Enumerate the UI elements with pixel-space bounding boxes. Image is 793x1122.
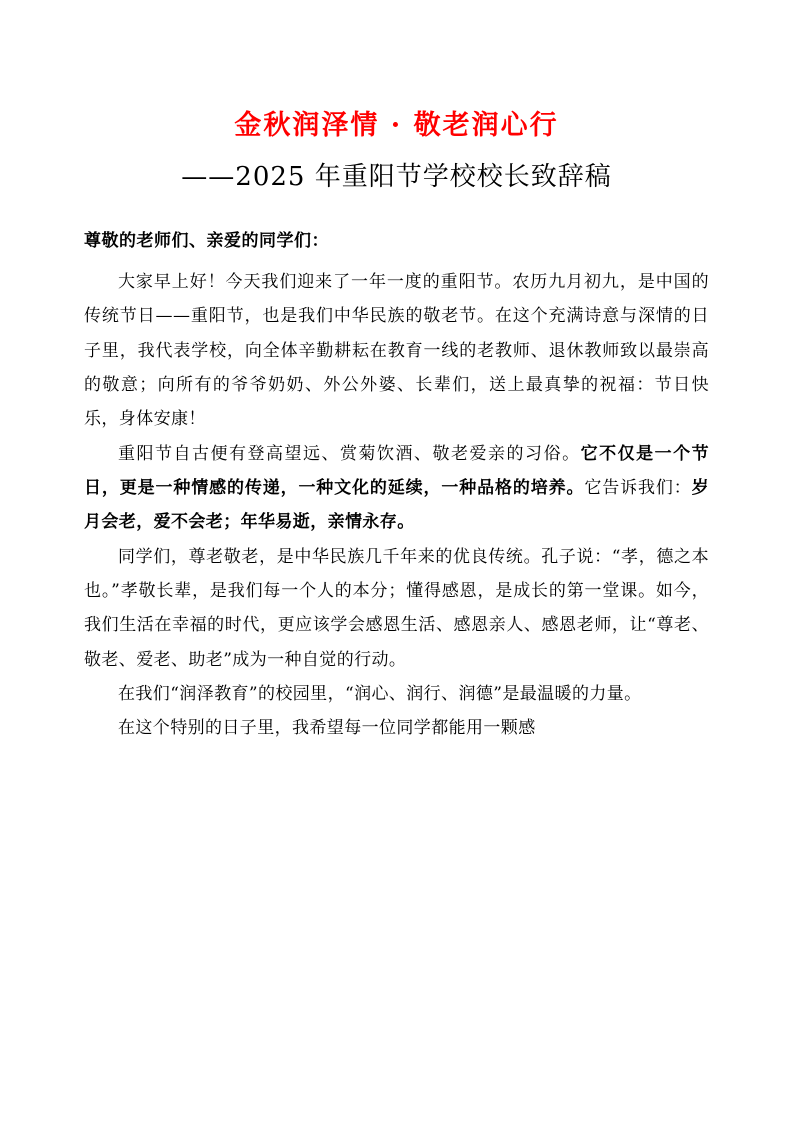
body-text: 它告诉我们： [584, 478, 692, 498]
document-title-subtitle: ——2025 年重阳节学校校长致辞稿 [181, 162, 612, 193]
emphasis-text: 它不仅是一个节日，更是一种情感的传递，一种文化的延续，一种品格的培养。 [84, 443, 709, 498]
body-text: 在这个特别的日子里，我希望每一位同学都能用一颗感 [118, 718, 536, 739]
para-5 [84, 711, 709, 745]
body-text: 重阳节自古便有登高望远、赏菊饮酒、敬老爱亲的习俗。 [118, 443, 581, 464]
body-text: 大家早上好！今天我们迎来了一年一度的重阳节。农历九月初九，是中国的传统节日——重阳节，也是我们中华民族的敬老节。在这个充满诗意与深情的日子里，我代表学校，向全体辛勤耕耘在教育一线的老教师、退休教师致以最崇高的敬意；向所有的爷爷奶奶、外公外婆、长辈们，送上最真挚的祝福：节日快乐，身体安康！ [84, 272, 709, 430]
body-text: 在我们“润泽教育”的校园里，“润心、润行、润德”是最温暖的力量。 [118, 683, 642, 704]
document-body [84, 265, 709, 746]
document-salutation: 尊敬的老师们、亲爱的同学们： [84, 230, 329, 251]
para-1 [84, 265, 709, 437]
para-2 [84, 437, 709, 540]
para-3 [84, 540, 709, 677]
emphasis-text: 岁月会老，爱不会老；年华易逝，亲情永存。 [84, 478, 710, 533]
body-text: 同学们，尊老敬老，是中华民族几千年来的优良传统。孔子说：“孝，德之本也。”孝敬长辈，是我们每一个人的本分；懂得感恩，是成长的第一堂课。如今，我们生活在幸福的时代，更应该学会感恩生活、感恩亲人、感恩老师，让“尊老、敬老、爱老、助老”成为一种自觉的行动。 [84, 546, 709, 670]
document-title-main: 金秋润泽情 · 敬老润心行 [234, 110, 559, 141]
para-4 [84, 677, 709, 711]
